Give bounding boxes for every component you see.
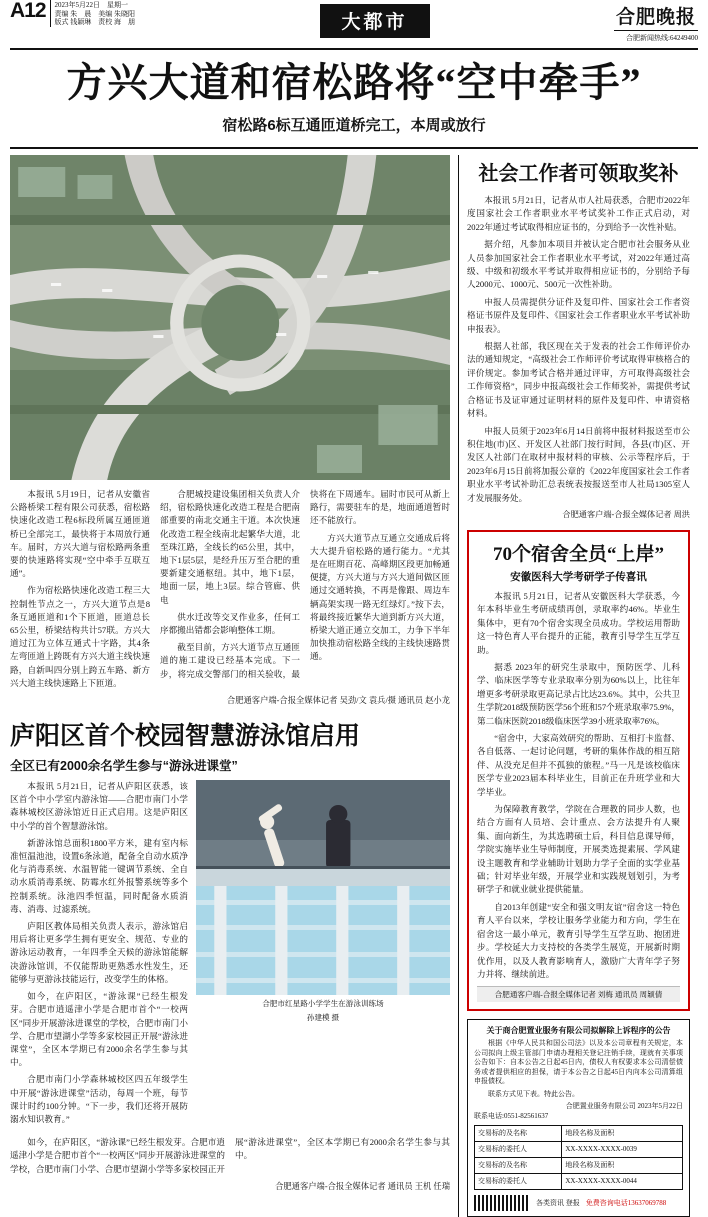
barcode-icon	[474, 1195, 530, 1211]
story2-top-block	[10, 780, 450, 1130]
paper-hotline: 合肥新闻热线:64249400	[626, 34, 698, 42]
boxed-story-paragraph: 为保障教育教学，学院在合理教的同步人数，也结合方面有人员培、会计重点、会方法提升有人聚集、面向新生，为其选聘硕士后，科目信息课导师，学院实施毕业生导师制度，开展类选提素展、学风建设主题教育和学业辅助计划助力学子全面的实学业基础；针对毕业年级，开展学业和实践规划划引，为考研学子和就业就业提供能量。	[477, 804, 680, 895]
interchange-aerial-illustration	[10, 155, 450, 480]
lead-photo	[10, 155, 450, 480]
section-banner	[135, 0, 614, 38]
story2-paragraph: 庐阳区教体局相关负责人表示，游泳馆启用后将让更多学生拥有更安全、规范、专业的游泳运动教育，一年四季全天候的游泳馆能解决游泳馆训，不仅能帮助更熟悉水性发生，还能够与更游泳技能运行，改变学生的体格。	[10, 921, 188, 984]
legal-notice-table	[474, 1125, 683, 1190]
lead-paragraph: 本报讯 5月19日，记者从安徽省公路桥梁工程有限公司获悉，宿松路快速化改造工程6标段所属互通匝道桥已全部完工，最快将于本周放行通车。届时，方兴大道与宿松路两条重要的快速路将实现“空中牵手互联互通”。	[10, 489, 150, 579]
table-cell-value: 地段名称及面积	[562, 1126, 683, 1142]
boxed-story-body	[477, 590, 680, 981]
story2-paragraph: 新游泳馆总面积1800平方米，建有室内标准恒温池池，设置6条泳道，配备全自动水质净化与消毒系统、水温智能一键调节系统、全自动水质消毒系统、防霉水红外报警系统等多个控制系统。泳池四季恒温，同时配备水质消毒、消毒、过滤系统。	[10, 837, 188, 914]
body-columns	[10, 155, 698, 1217]
table-cell-value: 地段名称及面积	[562, 1158, 683, 1174]
lead-paragraph: 截至目前，方兴大道节点互通匝道的施工建设已经基本完成。下一步，将完成交警部门的相关验收，最快将在下周通车。届时市民可从新上路行，需要驻车的是，地面通道暂时还不能放行。	[160, 489, 450, 679]
lead-subhead: 宿松路6标互通匝道桥完工，本周或放行	[222, 117, 486, 134]
lead-paragraph: 合肥城投建设集团相关负责人介绍，宿松路快速化改造工程是合肥南部重要的南北交通主干道。本次快速化改造工程全线南北起繁华大道，北至珠江路，全线长约65公里，其中，地下1层5层，是经升压万至合肥的重要新建交通枢纽。其中，地下1层，地面一层，地上3层。综合管廊、供电	[160, 489, 300, 605]
story2-photo-wrap	[196, 780, 450, 1130]
table-cell-key: 交易标的及名称	[475, 1126, 562, 1142]
story2-byline: 合肥通客户端-合报全媒体记者 通讯员 王机 任瑞	[275, 1181, 450, 1191]
legal-notice-signature: 合肥置业服务有限公司 2023年5月22日	[565, 1102, 683, 1111]
swimming-pool-illustration	[196, 780, 450, 995]
table-cell-key: 交易标的委托人	[475, 1142, 562, 1158]
folio-meta	[50, 0, 136, 27]
legal-notice-paragraph: 联系方式见下表。特此公告。	[488, 1089, 579, 1098]
story2-paragraph: 本报讯 5月21日，记者从庐阳区获悉，该区首个中小学室内游泳馆——合肥市南门小学森林城校区游泳馆近日正式启用。这是庐阳区中小学的首个智慧游泳馆。	[10, 781, 188, 831]
headline-rule	[10, 147, 698, 149]
legal-notice-title: 关于商合肥置业服务有限公司拟解除上诉程序的公告	[486, 1026, 671, 1036]
right-story1-title: 社会工作者可领取奖补	[478, 163, 679, 185]
lead-byline: 合肥通客户端-合报全媒体记者 吴劲/文 袁兵/摄 通讯员 赵小龙	[226, 696, 450, 706]
notice-footer-phone: 免费咨询电话13637069788	[585, 1198, 667, 1207]
page-title: 方兴大道和宿松路将“空中牵手”	[66, 60, 642, 105]
table-row	[475, 1126, 683, 1142]
section-banner-label: 大都市	[320, 4, 430, 38]
lead-paragraph: 供水迁改等交叉作业多，任何工序都搬出错都会影响整体工期。	[160, 611, 300, 636]
story2-paragraph: 如今，在庐阳区，“游泳课”已经生根发芽。合肥市逍遥津小学是合肥市首个“一校两区”同步开展游泳进课堂的学校，合肥市南门小学、合肥市望湖小学等多家校园正开展“游泳进课堂”，全区本学期已有2000余名学生参与其中。	[10, 1137, 450, 1174]
swimming-photo-credit: 孙建模 摄	[306, 1013, 340, 1023]
right-column	[458, 155, 690, 1217]
lead-paragraph: 作为宿松路快速化改造工程三大控制性节点之一，方兴大道节点是8条互通匝道和1个下匝道，匝道总长65公里，桥梁结构共计57联。方兴大道过江为立体互通式十字路，其4条左弯匝道上跨既有方兴大道主线快速路，自新叫四分别上跨五车路、新方兴大道主线快速路上下匝道。	[10, 585, 150, 688]
boxed-story-subtitle: 安徽医科大学考研学子传喜讯	[510, 570, 647, 583]
editor-credits-2: 版式 钱颖琳 责校 海 朋	[54, 18, 136, 26]
right-story1-paragraph: 申报人员须于2023年6月14日前将申报材料报送至市公积住地(市)区、开发区人社部门按行时间，各县(市)区、开发区人社部门在取材申报材料的审核、公示等程序后，于2023年6月15日前将加报公章的《2022年度国家社会工作者职业水平考试补助汇总表统表按报送至市人社局1305室人才发展服务处。	[467, 425, 690, 503]
right-story1-paragraph: 据介绍，凡参加本项目并被认定合肥市社会服务从业人员参加国家社会工作者职业水平考试，对2022年通过高级、中级和初级水平考试并取得相应证书的，分别给予每人2000元、1000元、500元一次性补助。	[467, 239, 690, 290]
legal-notice-paragraph: 根据《中华人民共和国公司法》以及本公司章程有关规定，本公司拟向上级主管部门申请办理相关登记注销手续，现就有关事项公告如下：自本公告之日起45日内，债权人有权要求本公司清偿债务或者提供相应的担保，请于本公告之日起45日内向本公司清算组申报债权。	[474, 1039, 683, 1086]
boxed-story-byline: 合肥通客户端-合报全媒体记者 刘梅 通讯员 周颖倩	[477, 986, 680, 1002]
table-row	[475, 1142, 683, 1158]
issue-date: 2023年5月22日 星期一	[54, 1, 129, 9]
paper-name: 合肥晚报	[614, 2, 698, 31]
legal-notice	[467, 1019, 690, 1217]
legal-notice-contact: 联系电话:0551-82561637	[474, 1111, 549, 1120]
left-column	[10, 155, 458, 1217]
swimming-photo-caption	[196, 998, 450, 1009]
table-cell-value: XX-XXXX-XXXX-0039	[562, 1142, 683, 1158]
right-story1-paragraph: 申报人员需提供分证件及复印件、国家社会工作者资格证书原件及复印件、《国家社会工作者职业水平考试补助申报表》。	[467, 296, 690, 334]
story2-continued	[10, 1136, 450, 1176]
masthead	[10, 0, 698, 50]
boxed-story	[467, 530, 690, 1011]
story2-subtitle: 全区已有2000余名学生参与“游泳进课堂”	[10, 759, 238, 774]
paper-logo	[614, 0, 698, 43]
notice-footer	[474, 1195, 683, 1211]
right-story1-paragraph: 本报讯 5月21日，记者从市人社局获悉，合肥市2022年度国家社会工作者职业水平考试奖补工作正式启动，对2022年通过考试取得相应证书的，分到给予一次性补贴。	[467, 195, 690, 232]
lead-headline-block	[10, 50, 698, 139]
swimming-photo-caption-text: 合肥市红星路小学学生在游泳训练场	[262, 999, 384, 1009]
right-story1-body	[467, 194, 690, 505]
boxed-story-title: 70个宿舍全员“上岸”	[492, 543, 664, 565]
table-cell-value: XX-XXXX-XXXX-0044	[562, 1174, 683, 1190]
boxed-story-paragraph: “宿舍中，大家高效研究的帮助、互相打卡监督、各自低落、一起讨论问题，考研的集体作战的相互陪伴、从没充足但并不孤独的旅程。”马一凡是该校临床医学专业2023届本科毕业生，目前正在升班学业和大学毕业。	[477, 733, 680, 797]
story2-text-left	[10, 780, 196, 1130]
story2-paragraph: 如今，在庐阳区，“游泳课”已经生根发芽。合肥市逍遥津小学是合肥市首个“一校两区”同步开展游泳进课堂的学校，合肥市南门小学、合肥市望湖小学等多家校园正开展“游泳进课堂”，全区本学期已有2000余名学生参与其中。	[10, 991, 188, 1068]
lead-body	[10, 488, 450, 690]
lead-paragraph: 方兴大道节点互通立交通成后将大大提升宿松路的通行能力。“尤其是在旺期百花、高峰期区段更加畅通便捷，方兴大道与方兴大道间做区匝通过交通转换，不再是像跟、周边车辆高架实现一路无红绿灯。”按下去，将最终接近繁华大道到新方兴大道，桥梁大道正通立交加工，力争下半年加快推动宿松路全线的主线快速路贯通。	[310, 532, 450, 662]
table-cell-key: 交易标的委托人	[475, 1174, 562, 1190]
table-cell-key: 交易标的及名称	[475, 1158, 562, 1174]
boxed-story-paragraph: 自2013年创建“安全和强文明友谊”宿舍这一特色育人平台以来，学校让服务学业能力和方向，学生在宿舍这一最小单元，教育引导学生互学互助、抱团进步。学校延大力支持校的各类学生展览，开展新时期优作用，以及人教育影响育人，激励广大青年学子努力并将、继续前进。	[477, 901, 680, 979]
table-row	[475, 1174, 683, 1190]
boxed-story-paragraph: 本报讯 5月21日，记者从安徽医科大学获悉，今年本科毕业生考研成绩再创，录取率约46%。毕业生集体中，更有70个宿舍实现全员成功。学校运用帮助这一特色育人平台提升的正能，教育引导学生互学互助。	[477, 590, 680, 655]
boxed-story-paragraph: 据悉 2023年的研究生录取中，预防医学、儿科学、临床医学等专业录取率分别为60%以上，比往年增更多考研录取更高记录占比达23.6%。其中，公共卫生学院2018级预防医学56个班和57个班录取率75.9%，第二临床医院2018级临床医学39小班录取率76%。	[477, 661, 680, 726]
story2-title: 庐阳区首个校园智慧游泳馆启用	[10, 723, 361, 751]
swimming-photo	[196, 780, 450, 995]
right-story1-paragraph: 根据人社部，我区现在关于发表的社会工作师评价办法的通知规定，“高级社会工作师评价考试取得审核格合的评价规定。参加考试合格并通过评审，方可取得高级社会工作师资格”，同步申报高级社会工作师奖补，需提供考试合格证书及证审通过证明材料的原件及复印件、申请资格材料。	[467, 341, 690, 419]
folio-block	[10, 0, 135, 27]
story2-paragraph: 合肥市南门小学森林城校区四五年级学生中开展“游泳进课堂”活动，每周一个班，每节课计时约100分钟。“下一步，我们还将开展防溺水知识教育。”	[10, 1074, 188, 1124]
notice-footer-prefix: 各类资讯 登报	[536, 1198, 580, 1207]
table-row	[475, 1158, 683, 1174]
page-number: A12	[10, 0, 46, 22]
editor-credits-1: 责编 朱 晨 美编 朱晓阳	[54, 9, 136, 18]
right-story1-byline: 合肥通客户端-合报全媒体记者 周洪	[562, 509, 690, 519]
